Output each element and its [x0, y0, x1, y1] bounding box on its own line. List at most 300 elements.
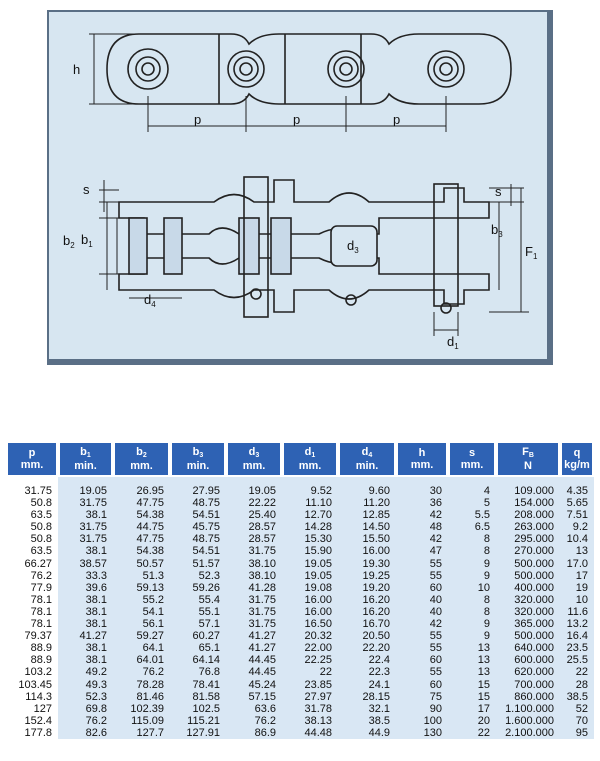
table-cell: 52	[560, 703, 594, 715]
table-cell: 11.6	[560, 606, 594, 618]
column-header	[496, 441, 560, 477]
table-cell: 69.8	[58, 703, 113, 715]
table-cell: 31.75	[226, 594, 282, 606]
table-header-row	[6, 441, 594, 477]
table-cell: 38.1	[58, 606, 113, 618]
table-cell: 152.4	[6, 715, 58, 727]
table-cell: 10	[448, 582, 496, 594]
table-cell: 500.000	[496, 630, 560, 642]
table-cell: 620.000	[496, 666, 560, 678]
spacer-cell	[496, 477, 560, 485]
column-unit: mm.	[20, 459, 44, 471]
table-cell: 26.95	[113, 485, 170, 497]
table-cell: 19.05	[58, 485, 113, 497]
spacer-cell	[338, 477, 396, 485]
table-cell: 14.50	[338, 521, 396, 533]
table-cell: 60	[396, 679, 448, 691]
table-cell: 500.000	[496, 570, 560, 582]
table-cell: 31.75	[58, 533, 113, 545]
table-cell: 19	[560, 582, 594, 594]
table-cell: 64.14	[170, 654, 226, 666]
table-cell: 27.97	[282, 691, 338, 703]
spacer-cell	[58, 477, 113, 485]
table-cell: 28.57	[226, 521, 282, 533]
table-cell: 22.3	[338, 666, 396, 678]
table-cell: 127	[6, 703, 58, 715]
column-header	[448, 441, 496, 477]
table-cell: 76.2	[113, 666, 170, 678]
table-cell: 38.1	[58, 642, 113, 654]
table-cell: 42	[396, 618, 448, 630]
table-cell: 19.08	[282, 582, 338, 594]
table-cell: 15.90	[282, 545, 338, 557]
table-cell: 55.2	[113, 594, 170, 606]
column-header	[282, 441, 338, 477]
table-cell: 20.50	[338, 630, 396, 642]
table-cell: 56.1	[113, 618, 170, 630]
table-cell: 63.5	[6, 509, 58, 521]
label-s-right: s	[495, 184, 502, 199]
table-cell: 365.000	[496, 618, 560, 630]
table-cell: 51.3	[113, 570, 170, 582]
table-cell: 38.57	[58, 558, 113, 570]
table-cell: 13	[448, 654, 496, 666]
table-cell: 16.00	[282, 594, 338, 606]
table-cell: 40	[396, 606, 448, 618]
table-cell: 31.75	[58, 497, 113, 509]
table-cell: 95	[560, 727, 594, 739]
table-cell: 28.15	[338, 691, 396, 703]
table-cell: 41.27	[226, 630, 282, 642]
table-cell: 60	[396, 654, 448, 666]
column-unit: mm.	[298, 460, 322, 472]
table-cell: 14.28	[282, 521, 338, 533]
table-cell: 17	[448, 703, 496, 715]
column-unit: min.	[74, 460, 97, 472]
table-cell: 19.30	[338, 558, 396, 570]
table-cell: 55	[396, 558, 448, 570]
spacer-cell	[396, 477, 448, 485]
table-cell: 9.52	[282, 485, 338, 497]
table-cell: 16.00	[282, 606, 338, 618]
table-cell: 66.27	[6, 558, 58, 570]
table-cell: 75	[396, 691, 448, 703]
table-cell: 109.000	[496, 485, 560, 497]
table-cell: 24.1	[338, 679, 396, 691]
table-cell: 55.1	[170, 606, 226, 618]
table-cell: 78.1	[6, 606, 58, 618]
table-row	[6, 666, 594, 678]
table-cell: 15	[448, 691, 496, 703]
table-cell: 38.1	[58, 545, 113, 557]
table-cell: 13	[448, 666, 496, 678]
table-cell: 19.25	[338, 570, 396, 582]
table-cell: 102.5	[170, 703, 226, 715]
column-unit: kg/m	[564, 459, 590, 471]
label-b1: $b_1$	[81, 232, 93, 249]
table-row	[6, 582, 594, 594]
table-cell: 17.0	[560, 558, 594, 570]
table-cell: 44.9	[338, 727, 396, 739]
table-cell: 640.000	[496, 642, 560, 654]
column-header	[560, 441, 594, 477]
table-cell: 44.48	[282, 727, 338, 739]
table-cell: 57.15	[226, 691, 282, 703]
table-row	[6, 533, 594, 545]
column-symbol-subscript: 2	[142, 452, 147, 459]
column-header	[170, 441, 226, 477]
table-cell: 16.20	[338, 594, 396, 606]
table-cell: 38.13	[282, 715, 338, 727]
table-cell: 27.95	[170, 485, 226, 497]
table-cell: 17	[560, 570, 594, 582]
table-cell: 295.000	[496, 533, 560, 545]
table-cell: 36	[396, 497, 448, 509]
table-cell: 82.6	[58, 727, 113, 739]
column-symbol-subscript: 4	[368, 452, 373, 459]
table-cell: 38.1	[58, 594, 113, 606]
table-cell: 11.10	[282, 497, 338, 509]
table-cell: 8	[448, 533, 496, 545]
table-cell: 5	[448, 497, 496, 509]
table-cell: 32.1	[338, 703, 396, 715]
table-cell: 50.8	[6, 533, 58, 545]
table-cell: 70	[560, 715, 594, 727]
table-row	[6, 679, 594, 691]
table-cell: 270.000	[496, 545, 560, 557]
spacer-cell	[113, 477, 170, 485]
column-symbol: d	[248, 446, 256, 458]
column-header	[58, 441, 113, 477]
table-cell: 60.27	[170, 630, 226, 642]
table-cell: 60	[396, 582, 448, 594]
table-cell: 127.91	[170, 727, 226, 739]
label-F1: $F_1$	[525, 244, 538, 261]
table-cell: 88.9	[6, 642, 58, 654]
table-cell: 41.28	[226, 582, 282, 594]
table-cell: 50.57	[113, 558, 170, 570]
column-symbol: b	[80, 446, 87, 458]
table-cell: 50.8	[6, 497, 58, 509]
table-cell: 154.000	[496, 497, 560, 509]
table-cell: 40	[396, 594, 448, 606]
table-cell: 63.6	[226, 703, 282, 715]
table-cell: 4	[448, 485, 496, 497]
table-row	[6, 485, 594, 497]
table-cell: 10.4	[560, 533, 594, 545]
table-cell: 208.000	[496, 509, 560, 521]
table-cell: 48.75	[170, 533, 226, 545]
table-cell: 115.21	[170, 715, 226, 727]
table-cell: 41.27	[58, 630, 113, 642]
table-cell: 15.30	[282, 533, 338, 545]
table-cell: 13.2	[560, 618, 594, 630]
table-cell: 5.5	[448, 509, 496, 521]
table-cell: 55	[396, 666, 448, 678]
table-cell: 54.38	[113, 509, 170, 521]
table-cell: 31.75	[6, 485, 58, 497]
table-cell: 19.20	[338, 582, 396, 594]
table-cell: 9	[448, 570, 496, 582]
table-cell: 38.1	[58, 509, 113, 521]
label-b2: $b_2$	[63, 233, 75, 250]
table-cell: 38.1	[58, 618, 113, 630]
table-cell: 13	[560, 545, 594, 557]
label-d1: $d_1$	[447, 334, 459, 351]
column-header	[396, 441, 448, 477]
table-cell: 47	[396, 545, 448, 557]
table-cell: 54.51	[170, 509, 226, 521]
table-cell: 78.1	[6, 618, 58, 630]
table-cell: 39.6	[58, 582, 113, 594]
column-unit: N	[524, 460, 532, 472]
table-cell: 48	[396, 521, 448, 533]
label-p1: p	[194, 112, 202, 127]
table-cell: 90	[396, 703, 448, 715]
table-row	[6, 606, 594, 618]
table-cell: 12.70	[282, 509, 338, 521]
table-cell: 500.000	[496, 558, 560, 570]
column-symbol: s	[468, 447, 476, 459]
table-cell: 16.20	[338, 606, 396, 618]
table-cell: 57.1	[170, 618, 226, 630]
table-cell: 12.85	[338, 509, 396, 521]
spacer-cell	[6, 477, 58, 485]
column-unit: mm.	[460, 459, 484, 471]
table-cell: 86.9	[226, 727, 282, 739]
column-symbol-subscript: 3	[199, 452, 204, 459]
table-cell: 177.8	[6, 727, 58, 739]
table-cell: 28	[560, 679, 594, 691]
table-cell: 102.39	[113, 703, 170, 715]
column-symbol: b	[136, 446, 143, 458]
spacer-cell	[170, 477, 226, 485]
table-cell: 51.57	[170, 558, 226, 570]
table-cell: 52.3	[170, 570, 226, 582]
table-cell: 9.60	[338, 485, 396, 497]
table-cell: 1.100.000	[496, 703, 560, 715]
column-symbol-subscript: 1	[311, 452, 316, 459]
table-cell: 45.75	[170, 521, 226, 533]
label-h: h	[73, 62, 81, 77]
table-cell: 63.5	[6, 545, 58, 557]
table-row	[6, 715, 594, 727]
table-cell: 23.5	[560, 642, 594, 654]
table-cell: 25.40	[226, 509, 282, 521]
table-cell: 44.75	[113, 521, 170, 533]
column-symbol: q	[573, 447, 581, 459]
table-cell: 76.8	[170, 666, 226, 678]
chain-drawing-panel	[47, 10, 553, 365]
table-cell: 59.13	[113, 582, 170, 594]
table-row	[6, 618, 594, 630]
column-unit: mm.	[130, 460, 153, 472]
table-cell: 78.41	[170, 679, 226, 691]
label-p3: p	[393, 112, 401, 127]
table-cell: 400.000	[496, 582, 560, 594]
table-cell: 54.1	[113, 606, 170, 618]
table-cell: 19.05	[282, 558, 338, 570]
table-cell: 76.2	[226, 715, 282, 727]
table-cell: 700.000	[496, 679, 560, 691]
column-header	[226, 441, 282, 477]
table-cell: 9	[448, 630, 496, 642]
table-cell: 31.75	[58, 521, 113, 533]
table-cell: 320.000	[496, 606, 560, 618]
table-cell: 78.1	[6, 594, 58, 606]
table-cell: 16.50	[282, 618, 338, 630]
table-cell: 44.45	[226, 654, 282, 666]
table-cell: 38.10	[226, 558, 282, 570]
table-cell: 19.05	[282, 570, 338, 582]
column-symbol: b	[192, 446, 200, 458]
column-symbol: F	[522, 446, 529, 458]
table-cell: 88.9	[6, 654, 58, 666]
column-symbol: h	[418, 447, 426, 459]
table-cell: 114.3	[6, 691, 58, 703]
table-cell: 41.27	[226, 642, 282, 654]
table-cell: 42	[396, 533, 448, 545]
table-cell: 8	[448, 606, 496, 618]
spacer-cell	[448, 477, 496, 485]
table-cell: 1.600.000	[496, 715, 560, 727]
table-body	[6, 477, 594, 739]
table-cell: 22.20	[338, 642, 396, 654]
table-cell: 22	[282, 666, 338, 678]
table-row	[6, 727, 594, 739]
table-cell: 76.2	[58, 715, 113, 727]
table-cell: 22.00	[282, 642, 338, 654]
table-row	[6, 545, 594, 557]
table-row	[6, 497, 594, 509]
table-cell: 81.46	[113, 691, 170, 703]
table-cell: 55	[396, 570, 448, 582]
label-b3: $b_3$	[491, 222, 503, 239]
table-cell: 38.1	[58, 654, 113, 666]
table-cell: 263.000	[496, 521, 560, 533]
table-cell: 55.4	[170, 594, 226, 606]
table-cell: 8	[448, 545, 496, 557]
table-cell: 127.7	[113, 727, 170, 739]
table-cell: 4.35	[560, 485, 594, 497]
table-cell: 79.37	[6, 630, 58, 642]
table-cell: 860.000	[496, 691, 560, 703]
table-cell: 78.28	[113, 679, 170, 691]
table-cell: 38.5	[338, 715, 396, 727]
table-cell: 2.100.000	[496, 727, 560, 739]
table-cell: 49.3	[58, 679, 113, 691]
table-cell: 15	[448, 679, 496, 691]
table-cell: 31.78	[282, 703, 338, 715]
table-cell: 50.8	[6, 521, 58, 533]
table-cell: 49.2	[58, 666, 113, 678]
table-cell: 59.27	[113, 630, 170, 642]
table-cell: 45.24	[226, 679, 282, 691]
chain-specs-table	[6, 441, 594, 739]
column-unit: mm.	[410, 459, 434, 471]
column-symbol: d	[361, 446, 369, 458]
column-symbol-subscript: B	[528, 452, 534, 459]
table-cell: 22	[448, 727, 496, 739]
table-row	[6, 654, 594, 666]
table-cell: 65.1	[170, 642, 226, 654]
table-cell: 20.32	[282, 630, 338, 642]
table-cell: 22.22	[226, 497, 282, 509]
column-unit: mm.	[242, 460, 266, 472]
spacer-cell	[560, 477, 594, 485]
table-row	[6, 691, 594, 703]
label-s-left: s	[83, 182, 90, 197]
table-cell: 6.5	[448, 521, 496, 533]
table-cell: 54.38	[113, 545, 170, 557]
table-row	[6, 521, 594, 533]
table-cell: 47.75	[113, 497, 170, 509]
table-cell: 20	[448, 715, 496, 727]
table-row	[6, 509, 594, 521]
table-cell: 320.000	[496, 594, 560, 606]
table-cell: 103.2	[6, 666, 58, 678]
table-cell: 115.09	[113, 715, 170, 727]
table-row	[6, 630, 594, 642]
table-cell: 130	[396, 727, 448, 739]
column-header	[338, 441, 396, 477]
table-cell: 64.1	[113, 642, 170, 654]
table-cell: 31.75	[226, 618, 282, 630]
chain-technical-drawing	[49, 12, 547, 359]
column-unit: min.	[186, 460, 210, 472]
table-cell: 5.65	[560, 497, 594, 509]
table-cell: 16.4	[560, 630, 594, 642]
table-cell: 64.01	[113, 654, 170, 666]
table-cell: 38.5	[560, 691, 594, 703]
table-cell: 55	[396, 642, 448, 654]
table-cell: 31.75	[226, 545, 282, 557]
table-cell: 7.51	[560, 509, 594, 521]
label-p2: p	[293, 112, 301, 127]
table-cell: 52.3	[58, 691, 113, 703]
table-cell: 9.2	[560, 521, 594, 533]
table-cell: 55	[396, 630, 448, 642]
table-row	[6, 642, 594, 654]
table-cell: 54.51	[170, 545, 226, 557]
column-symbol-subscript: 3	[255, 452, 260, 459]
table-cell: 30	[396, 485, 448, 497]
table-cell: 25.5	[560, 654, 594, 666]
table-cell: 9	[448, 558, 496, 570]
table-cell: 9	[448, 618, 496, 630]
spacer-cell	[226, 477, 282, 485]
table-cell: 103.45	[6, 679, 58, 691]
table-cell: 77.9	[6, 582, 58, 594]
table-row	[6, 594, 594, 606]
chain-specs-table-container	[6, 441, 594, 739]
table-cell: 8	[448, 594, 496, 606]
table-cell: 22	[560, 666, 594, 678]
table-cell: 23.85	[282, 679, 338, 691]
table-row	[6, 703, 594, 715]
column-header	[113, 441, 170, 477]
table-cell: 16.00	[338, 545, 396, 557]
table-cell: 31.75	[226, 606, 282, 618]
table-cell: 28.57	[226, 533, 282, 545]
table-cell: 19.05	[226, 485, 282, 497]
table-cell: 81.58	[170, 691, 226, 703]
table-cell: 42	[396, 509, 448, 521]
table-cell: 44.45	[226, 666, 282, 678]
table-cell: 38.10	[226, 570, 282, 582]
table-cell: 10	[560, 594, 594, 606]
column-unit: min.	[355, 460, 379, 472]
